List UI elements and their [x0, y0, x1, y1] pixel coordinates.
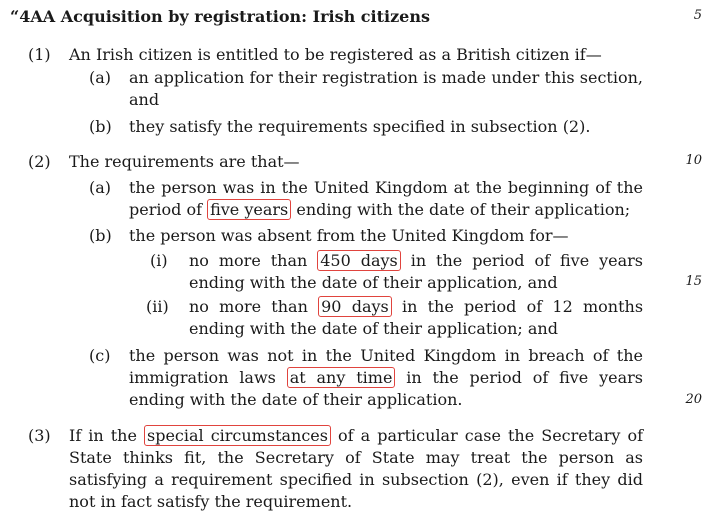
subparagraph-2b-i-text-after: in the period of five years ending with the date of their application, and	[189, 251, 644, 292]
paragraph-2b-text: the person was absent from the United Kingdom for—	[129, 226, 569, 245]
paragraph-2a-label: (a)	[89, 178, 112, 197]
highlight-special-circumstances: special circumstances	[144, 425, 331, 446]
subparagraph-2b-ii-text-after: in the period of 12 months ending with the date of their application; and	[189, 297, 644, 338]
line-number: 20	[685, 392, 702, 407]
line-number: 15	[685, 274, 702, 289]
subsection-1-label: (1)	[28, 45, 51, 64]
paragraph-2a-text	[129, 177, 643, 221]
subparagraph-2b-i-label: (i)	[150, 251, 168, 270]
paragraph-2c-text	[129, 345, 643, 411]
subsection-3-text	[69, 425, 643, 513]
subsection-3-label: (3)	[28, 426, 51, 445]
highlight-at-any-time: at any time	[287, 367, 396, 388]
line-number: 10	[685, 153, 702, 168]
subsection-2-text: The requirements are that—	[69, 152, 300, 171]
subparagraph-2b-i-text-before: no more than	[189, 251, 308, 270]
paragraph-1a-text: an application for their registration is made under this section, and	[129, 68, 643, 109]
paragraph-1b-text: they satisfy the requirements specified in subsection (2).	[129, 117, 591, 136]
paragraph-2b-label: (b)	[89, 226, 112, 245]
subparagraph-2b-i-text	[189, 250, 643, 294]
subparagraph-2b-ii-text	[189, 296, 643, 340]
paragraph-1b-label: (b)	[89, 117, 112, 136]
subsection-2-label: (2)	[28, 152, 51, 171]
section-heading: “4AA Acquisition by registration: Irish citizens	[10, 7, 430, 26]
paragraph-1a-label: (a)	[89, 68, 112, 87]
subsection-3-text-before: If in the	[69, 426, 137, 445]
highlight-90-days: 90 days	[318, 296, 392, 317]
subsection-3-text-after: of a particular case the Secretary of State thinks fit, the Secretary of State may treat the person as satisfying a requirement specified in subsection (2), even if they did not in fact satisfy the requirement.	[69, 426, 643, 511]
paragraph-2c-text-before: the person was not in the United Kingdom in breach of the immigration laws	[129, 346, 643, 387]
subsection-1-text: An Irish citizen is entitled to be registered as a British citizen if—	[69, 45, 602, 64]
paragraph-2a-text-before: the person was in the United Kingdom at the beginning of the period of	[129, 178, 643, 219]
highlight-five-years: five years	[207, 199, 291, 220]
subparagraph-2b-ii-label: (ii)	[146, 297, 169, 316]
subparagraph-2b-ii-text-before: no more than	[189, 297, 308, 316]
highlight-450-days: 450 days	[317, 250, 401, 271]
paragraph-2c-label: (c)	[89, 346, 111, 365]
line-number: 5	[693, 8, 702, 23]
paragraph-2a-text-after: ending with the date of their application;	[296, 200, 631, 219]
paragraph-2c-text-after: in the period of five years ending with the date of their application.	[129, 368, 644, 409]
